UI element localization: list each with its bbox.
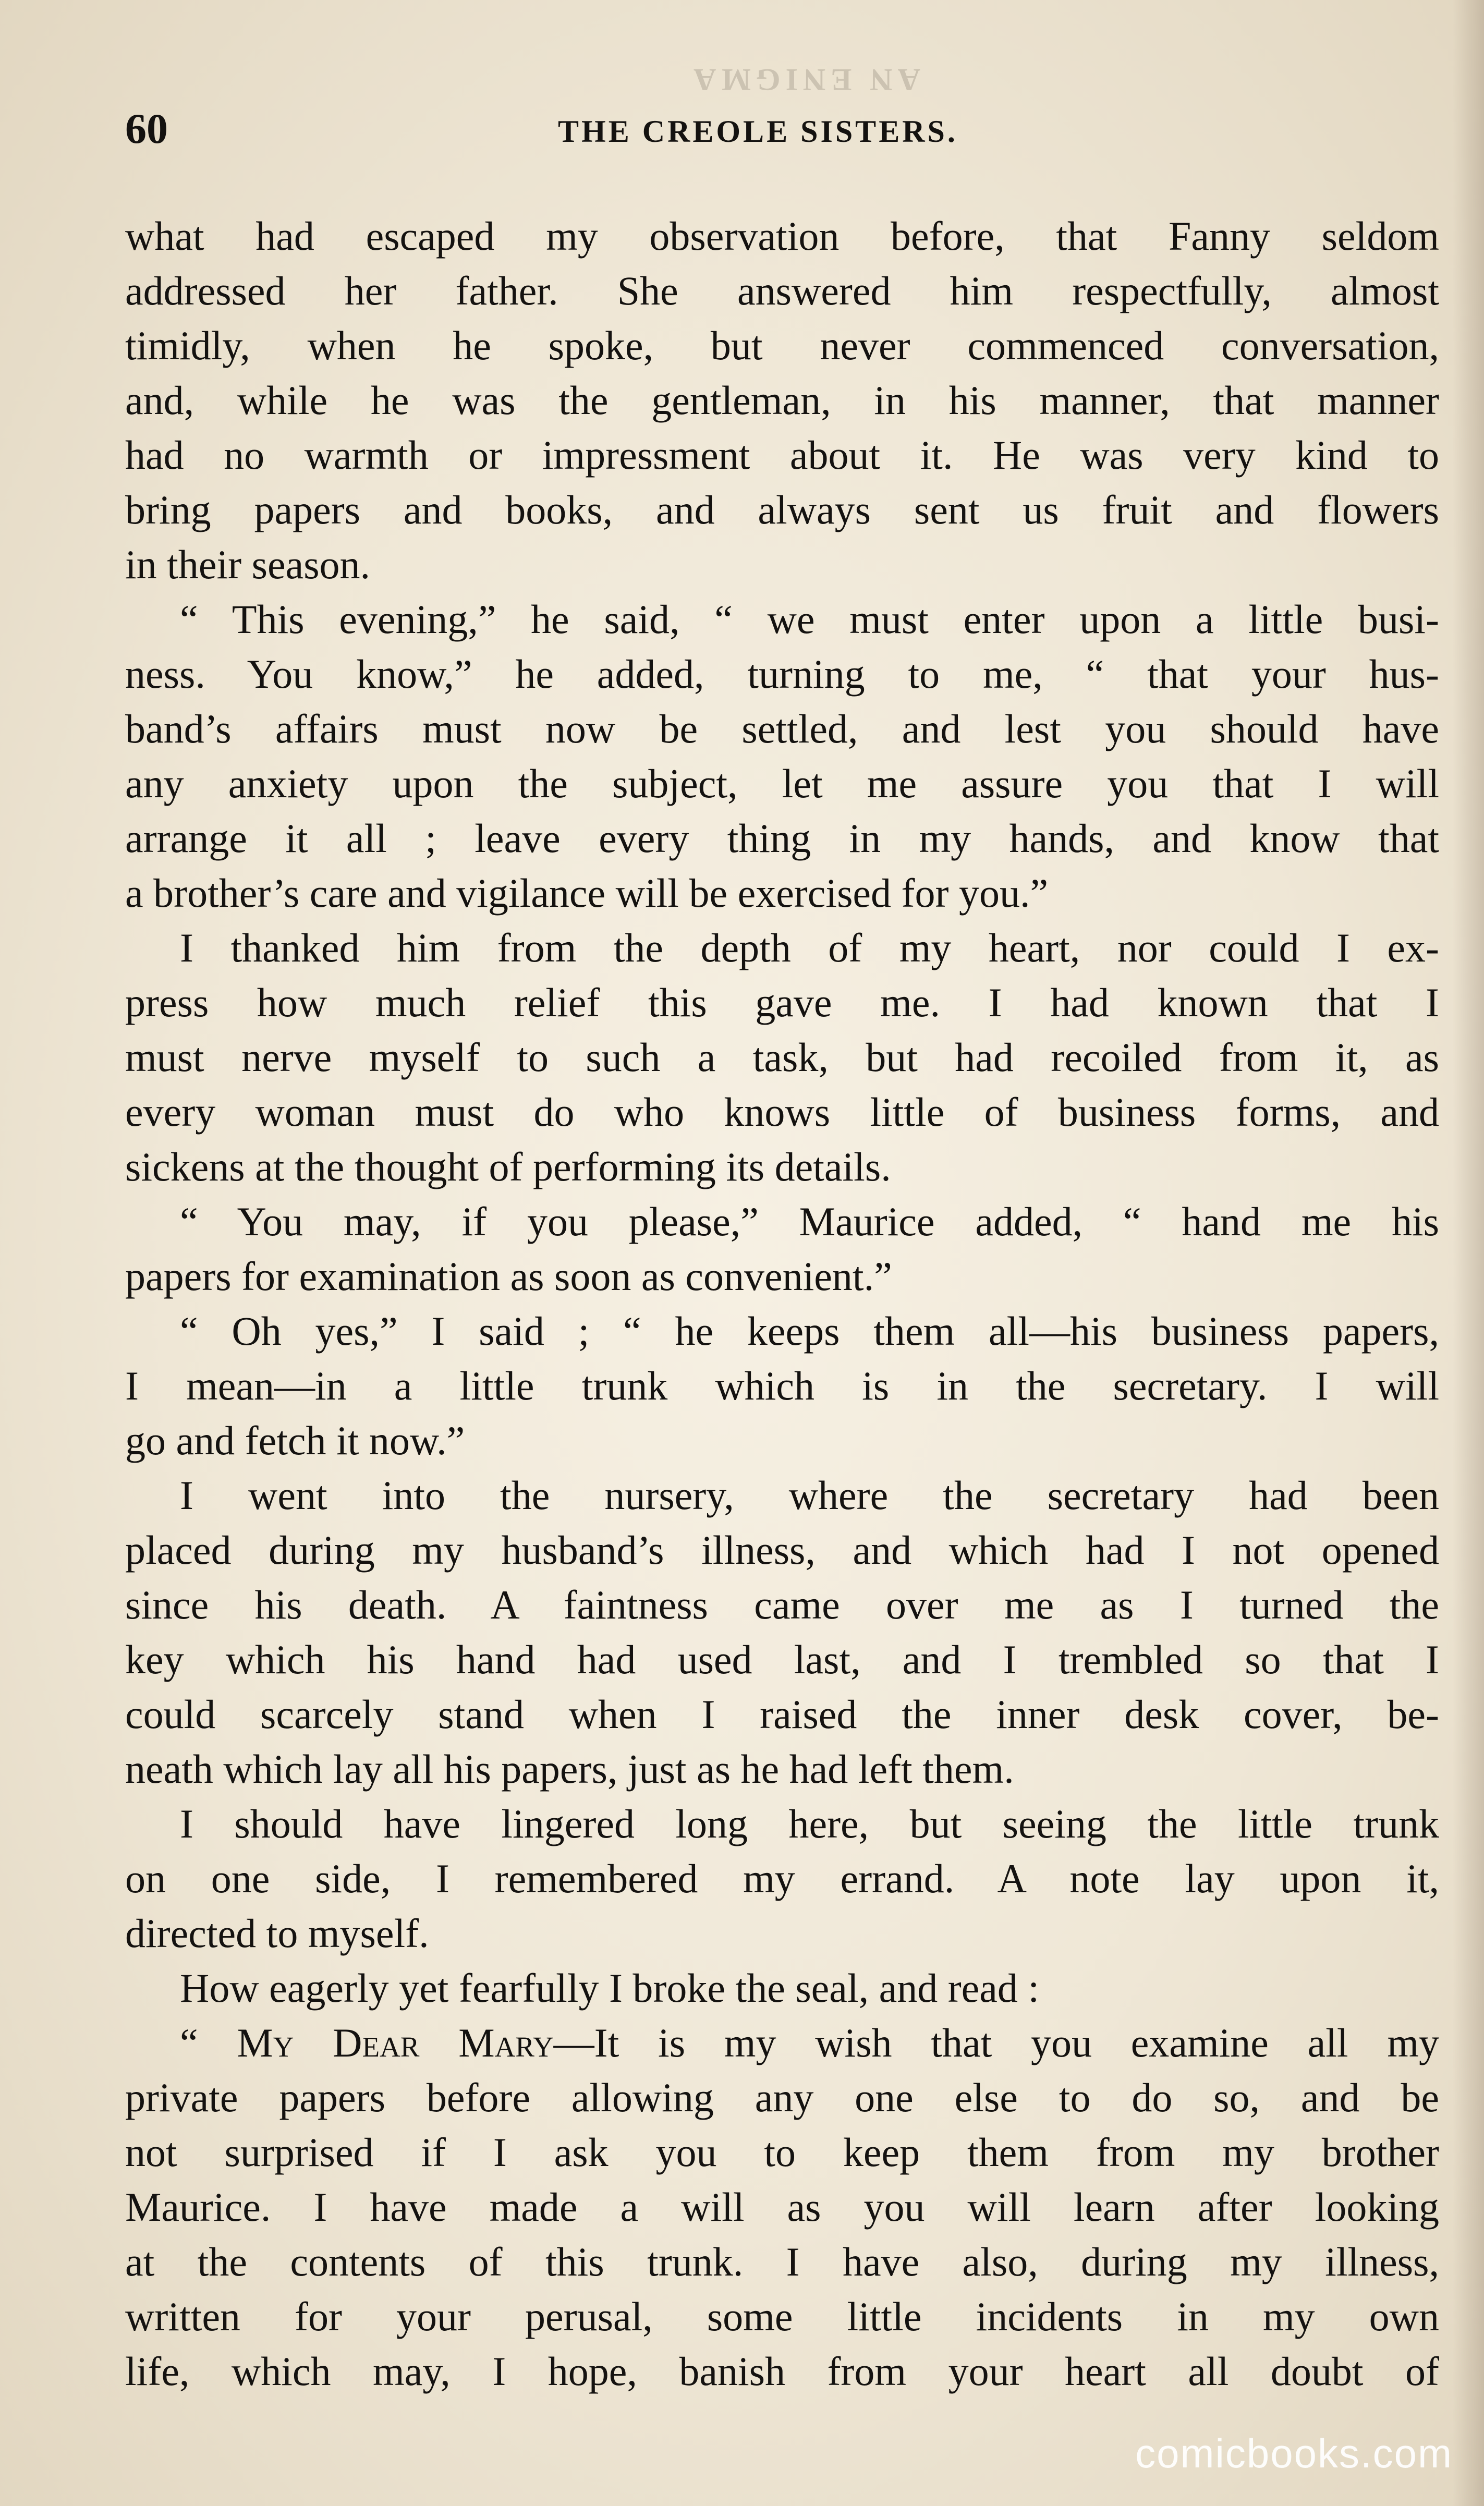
- text-line: life, which may, I hope, banish from your heart all doubt of: [125, 2349, 1439, 2394]
- text-line: and, while he was the gentleman, in his manner, that manner: [125, 378, 1439, 423]
- text-line: press how much relief this gave me. I had known that I: [125, 980, 1439, 1025]
- text-line: timidly, when he spoke, but never commenced conversation,: [125, 323, 1439, 368]
- text-line: “ This evening,” he said, “ we must enter upon a little busi-: [180, 597, 1439, 642]
- text-line: neath which lay all his papers, just as he had left them.: [125, 1746, 1014, 1792]
- bleed-through-text: AN ENIGMA: [688, 63, 920, 97]
- text-line: what had escaped my observation before, that Fanny seldom: [125, 213, 1439, 259]
- text-line: I mean—in a little trunk which is in the secretary. I will: [125, 1363, 1439, 1408]
- text-line: written for your perusal, some little incidents in my own: [125, 2294, 1439, 2339]
- text-line: placed during my husband’s illness, and which had I not opened: [125, 1527, 1439, 1573]
- text-line: private papers before allowing any one else to do so, and be: [125, 2075, 1439, 2120]
- page-edge-shadow: [1453, 0, 1484, 2506]
- text-line: since his death. A faintness came over me as I turned the: [125, 1582, 1439, 1627]
- text-line: band’s affairs must now be settled, and lest you should have: [125, 706, 1439, 751]
- text-line: I should have lingered long here, but seeing the little trunk: [180, 1801, 1439, 1846]
- body-text: [125, 209, 1439, 2399]
- text-line: “ Oh yes,” I said ; “ he keeps them all—his business papers,: [180, 1308, 1439, 1354]
- watermark: comicbooks.com: [1135, 2430, 1453, 2476]
- text-line: Maurice. I have made a will as you will learn after looking: [125, 2184, 1439, 2230]
- text-line: “ You may, if you please,” Maurice added, “ hand me his: [180, 1199, 1439, 1244]
- text-line: papers for examination as soon as convenient.”: [125, 1254, 892, 1299]
- text-line: key which his hand had used last, and I trembled so that I: [125, 1637, 1439, 1682]
- text-line: go and fetch it now.”: [125, 1418, 465, 1463]
- text-line: arrange it all ; leave every thing in my hands, and know that: [125, 816, 1439, 861]
- text-line: on one side, I remembered my errand. A note lay upon it,: [125, 1856, 1439, 1901]
- text-line: sickens at the thought of performing its details.: [125, 1144, 891, 1189]
- text-line: directed to myself.: [125, 1911, 429, 1956]
- text-line: ness. You know,” he added, turning to me, “ that your hus-: [125, 651, 1439, 697]
- page-number: 60: [125, 105, 168, 152]
- text-line: could scarcely stand when I raised the inner desk cover, be-: [125, 1692, 1439, 1737]
- text-line: every woman must do who knows little of business forms, and: [125, 1089, 1439, 1135]
- page-header: [125, 104, 1439, 162]
- text-line: any anxiety upon the subject, let me assure you that I will: [125, 761, 1439, 806]
- text-line: addressed her father. She answered him respectfully, almost: [125, 268, 1439, 313]
- text-line: I thanked him from the depth of my heart, nor could I ex-: [180, 925, 1439, 970]
- salutation: My Dear Mary: [237, 2020, 554, 2065]
- running-head: THE CREOLE SISTERS.: [558, 114, 958, 149]
- text-line: in their season.: [125, 542, 371, 587]
- text-line: not surprised if I ask you to keep them from my brother: [125, 2130, 1439, 2175]
- text-line: “ My Dear Mary—It is my wish that you examine all my: [180, 2020, 1439, 2065]
- text-line: had no warmth or impressment about it. He was very kind to: [125, 432, 1439, 478]
- text-line: bring papers and books, and always sent us fruit and flowers: [125, 487, 1439, 532]
- text-line: a brother’s care and vigilance will be exercised for you.”: [125, 870, 1049, 916]
- text-line: at the contents of this trunk. I have also, during my illness,: [125, 2239, 1439, 2284]
- text-line: How eagerly yet fearfully I broke the seal, and read :: [180, 1965, 1040, 2011]
- text-line: I went into the nursery, where the secretary had been: [180, 1473, 1439, 1518]
- text-line: must nerve myself to such a task, but had recoiled from it, as: [125, 1035, 1439, 1080]
